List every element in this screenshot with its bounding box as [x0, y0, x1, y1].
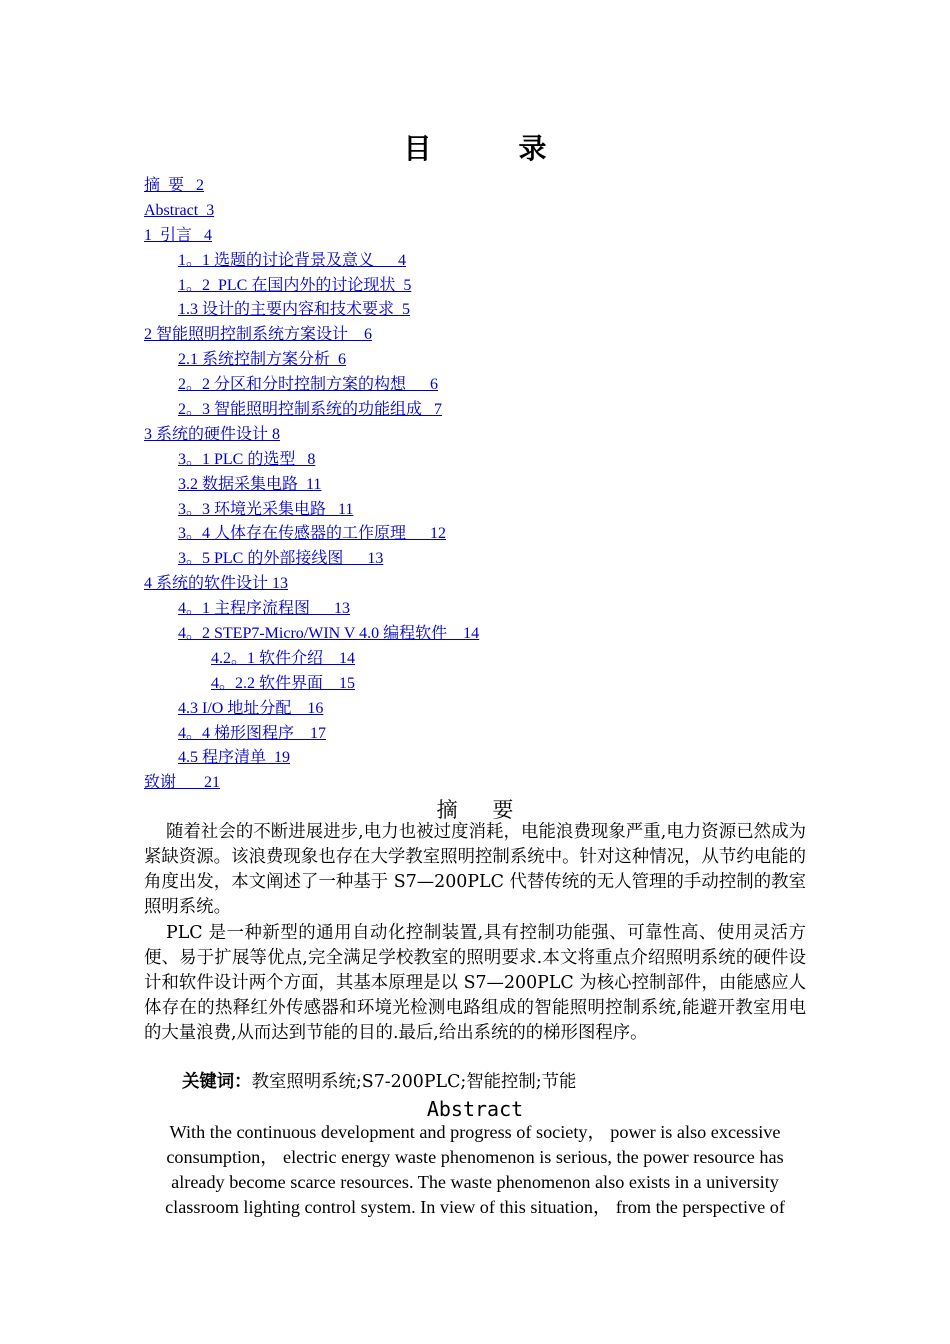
toc-link[interactable]: 1。1 选题的讨论背景及意义 4: [178, 251, 407, 269]
toc-link[interactable]: 4。2.2 软件界面 15: [211, 674, 356, 692]
toc-link[interactable]: 4.3 I/O 地址分配 16: [178, 699, 324, 717]
abstract-zh-heading: 摘 要: [436, 798, 528, 822]
toc-link[interactable]: 摘 要 2: [144, 177, 205, 194]
toc-link[interactable]: 4 系统的软件设计 13: [144, 575, 289, 593]
toc-entry: [144, 522, 824, 547]
toc-link[interactable]: 2 智能照明控制系统方案设计 6: [144, 326, 373, 344]
toc-link[interactable]: Abstract 3: [144, 201, 215, 219]
toc-link[interactable]: 2。3 智能照明控制系统的功能组成 7: [178, 401, 443, 419]
abstract-en-body: With the continuous development and progress of society， power is also excessive consumption， electric energy waste phenomenon is serious, the power resource has already become scarce resources. The waste phenomenon also exists in a university classroom lighting control system. In view of this situation， from the perspective of: [165, 1122, 785, 1217]
toc-link[interactable]: 3。1 PLC 的选型 8: [178, 450, 316, 468]
toc-link[interactable]: 1.3 设计的主要内容和技术要求 5: [178, 301, 411, 319]
toc-link[interactable]: 2。2 分区和分时控制方案的构想 6: [178, 376, 439, 394]
toc-link[interactable]: 致谢 21: [144, 774, 221, 792]
toc-entry: [144, 224, 824, 249]
table-of-contents: [144, 174, 824, 796]
toc-entry: [144, 249, 824, 274]
toc-entry: [144, 473, 824, 498]
toc-entry: [144, 622, 824, 647]
toc-link[interactable]: 2.1 系统控制方案分析 6: [178, 351, 347, 369]
toc-entry: [144, 274, 824, 299]
toc-entry: [144, 199, 824, 224]
toc-title: 目 录: [403, 134, 587, 165]
abstract-zh-paragraph-1: 随着社会的不断进展进步,电力也被过度消耗，电能浪费现象严重,电力资源已然成为紧缺资源。该浪费现象也存在大学教室照明控制系统中。针对这种情况，从节约电能的角度出发，本文阐述了一种基于 S7—200PLC 代替传统的无人管理的手动控制的教室照明系统。: [144, 822, 806, 917]
toc-link[interactable]: 3.2 数据采集电路 11: [178, 475, 322, 493]
toc-entry: [144, 174, 824, 199]
keywords-line: [182, 1070, 576, 1095]
toc-entry: [144, 746, 824, 771]
keywords-value: 教室照明系统;S7-200PLC;智能控制;节能: [251, 1072, 577, 1092]
keywords-label: 关键词：: [182, 1072, 252, 1092]
toc-entry: [144, 722, 824, 747]
toc-entry: [144, 572, 824, 597]
toc-entry: [144, 697, 824, 722]
toc-link[interactable]: 3。3 环境光采集电路 11: [178, 500, 354, 518]
toc-link[interactable]: 3。4 人体存在传感器的工作原理 12: [178, 525, 447, 543]
toc-link[interactable]: 3 系统的硬件设计 8: [144, 425, 281, 443]
toc-link[interactable]: 1 引言 4: [144, 226, 213, 244]
toc-entry: [144, 547, 824, 572]
toc-link[interactable]: 4。1 主程序流程图 13: [178, 600, 351, 618]
toc-entry: [144, 298, 824, 323]
toc-link[interactable]: 4。2 STEP7-Micro/WIN V 4.0 编程软件 14: [178, 625, 480, 643]
toc-link[interactable]: 1。2 PLC 在国内外的讨论现状 5: [178, 276, 412, 294]
toc-entry: [144, 672, 824, 697]
toc-entry: [144, 373, 824, 398]
abstract-zh-paragraph-2: PLC 是一种新型的通用自动化控制装置,具有控制功能强、可靠性高、使用灵活方便、易于扩展等优点,完全满足学校教室的照明要求.本文将重点介绍照明系统的硬件设计和软件设计两个方面，其基本原理是以 S7—200PLC 为核心控制部件，由能感应人体存在的热释红外传感器和环境光检测电路组成的智能照明控制系统,能避开教室用电的大量浪费,从而达到节能的目的.最后,给出系统的的梯形图程序。: [144, 923, 806, 1043]
abstract-en-heading: Abstract: [426, 1097, 524, 1121]
toc-link[interactable]: 4.5 程序清单 19: [178, 749, 291, 767]
toc-entry: [144, 348, 824, 373]
toc-entry: [144, 398, 824, 423]
toc-entry: [144, 498, 824, 523]
toc-entry: [144, 323, 824, 348]
toc-link[interactable]: 3。5 PLC 的外部接线图 13: [178, 550, 384, 568]
toc-entry: [144, 771, 824, 796]
toc-entry: [144, 597, 824, 622]
toc-entry: [144, 423, 824, 448]
toc-entry: [144, 647, 824, 672]
toc-link[interactable]: 4.2。1 软件介绍 14: [211, 649, 356, 667]
toc-entry: [144, 448, 824, 473]
toc-link[interactable]: 4。4 梯形图程序 17: [178, 724, 327, 742]
